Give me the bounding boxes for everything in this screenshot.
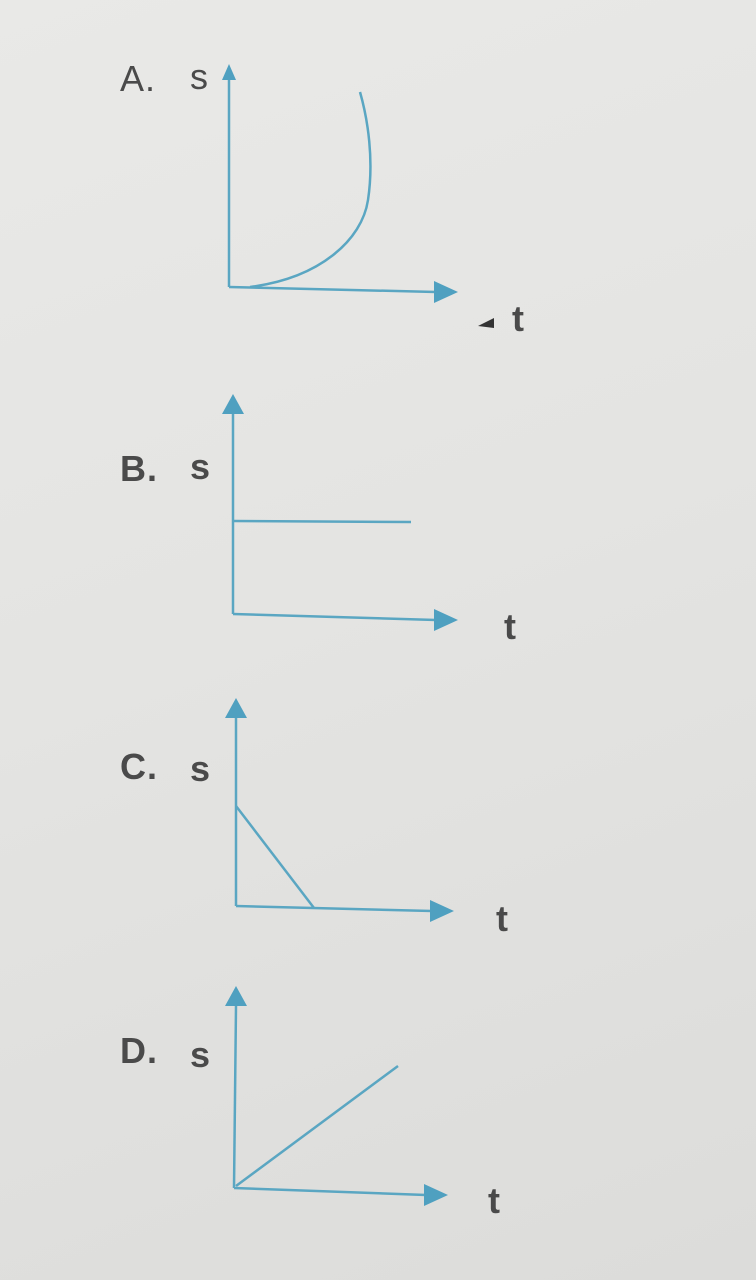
option-c-letter: C. — [120, 746, 158, 787]
option-b-s-label: s — [190, 446, 211, 487]
option-b-letter: B. — [120, 448, 158, 489]
option-b-t-label: t — [504, 606, 516, 647]
option-d-s-arrow — [225, 986, 247, 1006]
option-d-line — [236, 1066, 398, 1186]
option-c-s-label: s — [190, 748, 211, 789]
option-d-t-arrow — [424, 1184, 448, 1206]
option-c-t-label: t — [496, 898, 508, 939]
option-d-s-label: s — [190, 1034, 211, 1075]
option-d-t-axis — [234, 1188, 426, 1195]
option-a-letter: A. — [120, 58, 157, 99]
option-a-s-label: s — [190, 56, 208, 97]
option-d-letter: D. — [120, 1030, 158, 1071]
option-d-s-axis — [234, 1006, 236, 1188]
option-a-t-label: t — [512, 298, 524, 339]
option-d-t-label: t — [488, 1180, 500, 1221]
